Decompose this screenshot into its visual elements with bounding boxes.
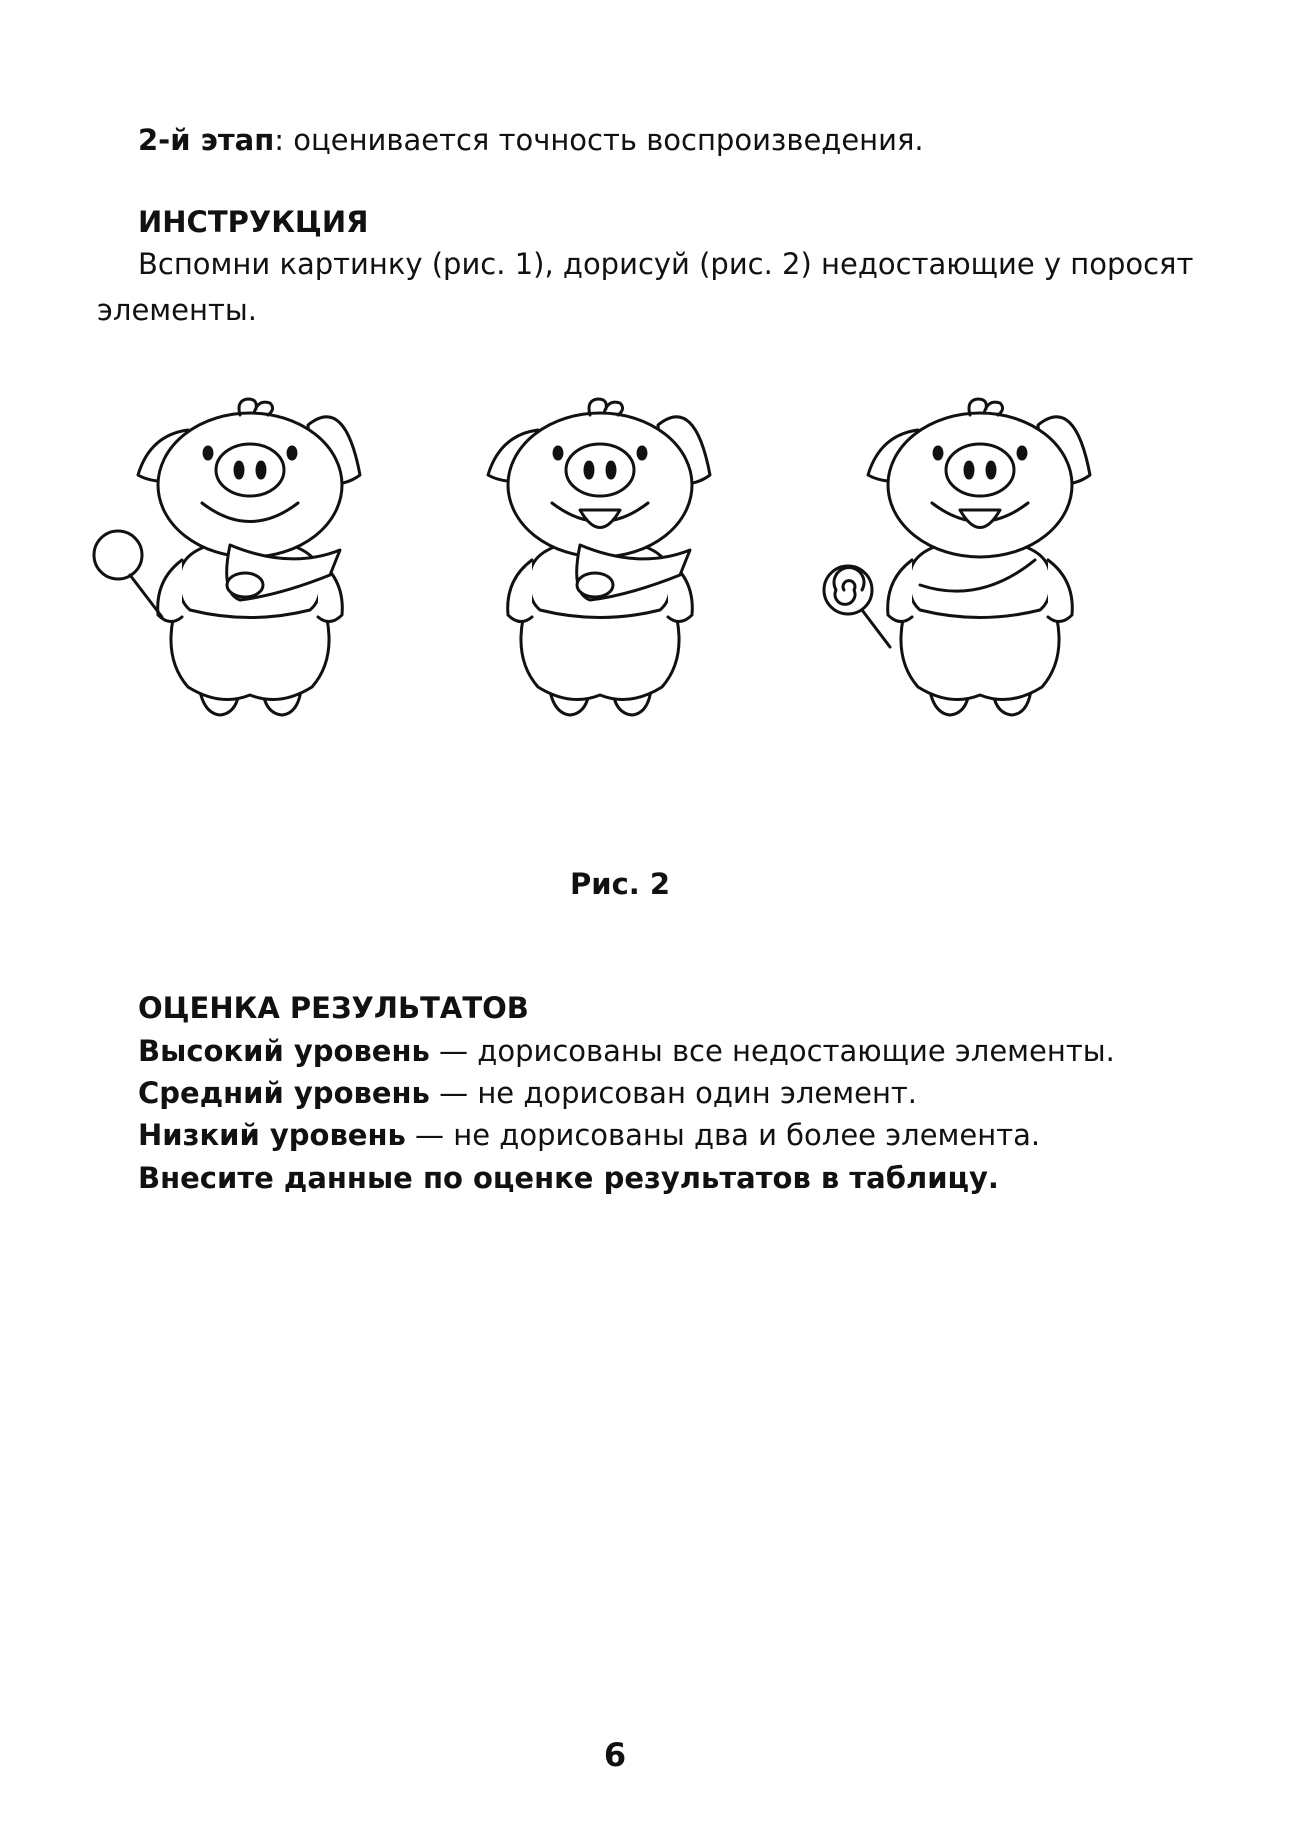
evaluation-mid-label: Средний уровень bbox=[138, 1076, 430, 1110]
instruction-line-1: Вспомни картинку (рис. 1), дорисуй (рис. 2) недостающие у поросят bbox=[138, 247, 1194, 281]
pigs-figure bbox=[80, 395, 1170, 835]
stage-text: : оценивается точность воспроизведения. bbox=[274, 123, 924, 157]
evaluation-high-label: Высокий уровень bbox=[138, 1034, 430, 1068]
pig-with-lollipop-icon bbox=[94, 399, 360, 715]
stage-label: 2-й этап bbox=[138, 123, 275, 157]
evaluation-low-line bbox=[138, 1115, 1040, 1155]
evaluation-low-text: — не дорисованы два и более элемента. bbox=[405, 1118, 1041, 1152]
evaluation-mid-line bbox=[138, 1073, 917, 1113]
page-number: 6 bbox=[603, 1736, 627, 1774]
instruction-title: ИНСТРУКЦИЯ bbox=[138, 205, 369, 239]
evaluation-mid-text: — не дорисован один элемент. bbox=[429, 1076, 918, 1110]
evaluation-high-line bbox=[138, 1031, 1115, 1071]
evaluation-title: ОЦЕНКА РЕЗУЛЬТАТОВ bbox=[138, 991, 529, 1025]
evaluation-low-label: Низкий уровень bbox=[138, 1118, 406, 1152]
instruction-line-2: элементы. bbox=[97, 293, 257, 327]
stage-line bbox=[138, 120, 924, 160]
pig-open-mouth-icon bbox=[488, 399, 710, 715]
figure-caption: Рис. 2 bbox=[570, 867, 671, 901]
evaluation-note: Внесите данные по оценке результатов в таблицу. bbox=[138, 1161, 999, 1195]
pig-with-swirl-lollipop-icon bbox=[824, 399, 1090, 715]
evaluation-high-text: — дорисованы все недостающие элементы. bbox=[429, 1034, 1115, 1068]
